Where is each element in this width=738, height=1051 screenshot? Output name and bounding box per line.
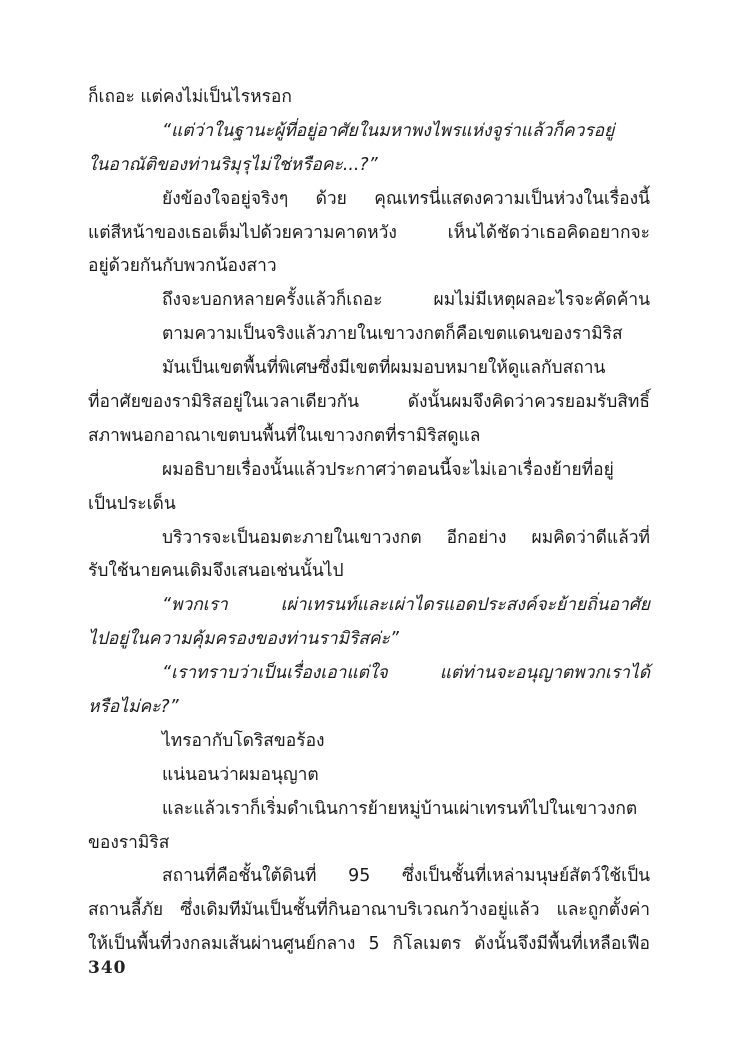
dialogue-line: หรือไม่คะ?”	[88, 697, 179, 718]
text-line: ยังข้องใจอยู่จริงๆ ด้วย คุณเทรนี่แสดงความเป็นห่วงในเรื่องนี้	[162, 188, 650, 209]
page-number: 340	[88, 958, 127, 978]
text-line: ที่อาศัยของรามิริสอยู่ในเวลาเดียวกัน ดังนั้นผมจึงคิดว่าควรยอมรับสิทธิ์	[88, 392, 650, 413]
text-line: และแล้วเราก็เริ่มดำเนินการย้ายหมู่บ้านเผ่าเทรนท์ไปในเขาวงกต	[162, 798, 638, 819]
text-line: อยู่ด้วยกันกับพวกน้องสาว	[88, 256, 277, 277]
text-line: มันเป็นเขตพื้นที่พิเศษซึ่งมีเขตที่ผมมอบหมายให้ดูแลกับสถาน	[162, 358, 606, 379]
text-line: บริวารจะเป็นอมตะภายในเขาวงกต อีกอย่าง ผมคิดว่าดีแล้วที่	[162, 527, 650, 548]
text-line: ให้เป็นพื้นที่วงกลมเส้นผ่านศูนย์กลาง 5 กิโลเมตร ดังนั้นจึงมีพื้นที่เหลือเฟือ	[88, 934, 650, 955]
dialogue-line: “พวกเรา เผ่าเทรนท์และเผ่าไดรแอดประสงค์จะย้ายถิ่นอาศัย	[162, 595, 650, 616]
text-line: เป็นประเด็น	[88, 493, 176, 514]
dialogue-line: “เราทราบว่าเป็นเรื่องเอาแต่ใจ แต่ท่านจะอนุญาตพวกเราได้	[162, 663, 650, 684]
text-line: รับใช้นายคนเดิมจึงเสนอเช่นนั้นไป	[88, 561, 344, 582]
text-line: ไทรอากับโดริสขอร้อง	[162, 730, 325, 751]
dialogue-line: ไปอยู่ในความคุ้มครองของท่านรามิริสค่ะ”	[88, 629, 399, 650]
text-lines	[88, 81, 650, 962]
text-line: ก็เถอะ แต่คงไม่เป็นไรหรอก	[88, 87, 292, 107]
text-line: ถึงจะบอกหลายครั้งแล้วก็เถอะ ผมไม่มีเหตุผลอะไรจะคัดค้าน	[162, 290, 650, 311]
text-line: แน่นอนว่าผมอนุญาต	[162, 764, 319, 785]
page-body	[88, 81, 650, 962]
text-line: สถานที่คือชั้นใต้ดินที่ 95 ซึ่งเป็นชั้นที่เหล่ามนุษย์สัตว์ใช้เป็น	[162, 866, 650, 887]
text-line: แต่สีหน้าของเธอเต็มไปด้วยความคาดหวัง เห็นได้ชัดว่าเธอคิดอยากจะ	[88, 222, 650, 243]
text-line: สภาพนอกอาณาเขตบนพื้นที่ในเขาวงกตที่รามิริสดูแล	[88, 425, 481, 446]
dialogue-line: “แต่ว่าในฐานะผู้ที่อยู่อาศัยในมหาพงไพรแห่งจูร่าแล้วก็ควรอยู่	[162, 120, 615, 141]
text-line: ผมอธิบายเรื่องนั้นแล้วประกาศว่าตอนนี้จะไม่เอาเรื่องย้ายที่อยู่	[162, 459, 614, 480]
text-line: สถานลี้ภัย ซึ่งเดิมทีมันเป็นชั้นที่กินอาณาบริเวณกว้างอยู่แล้ว และถูกตั้งค่า	[88, 900, 650, 921]
text-line: ของรามิริส	[88, 832, 170, 853]
text-line: ตามความเป็นจริงแล้วภายในเขาวงกตก็คือเขตแดนของรามิริส	[162, 324, 623, 345]
dialogue-line: ในอาณัติของท่านริมุรุไม่ใช่หรือคะ...?”	[88, 154, 378, 175]
